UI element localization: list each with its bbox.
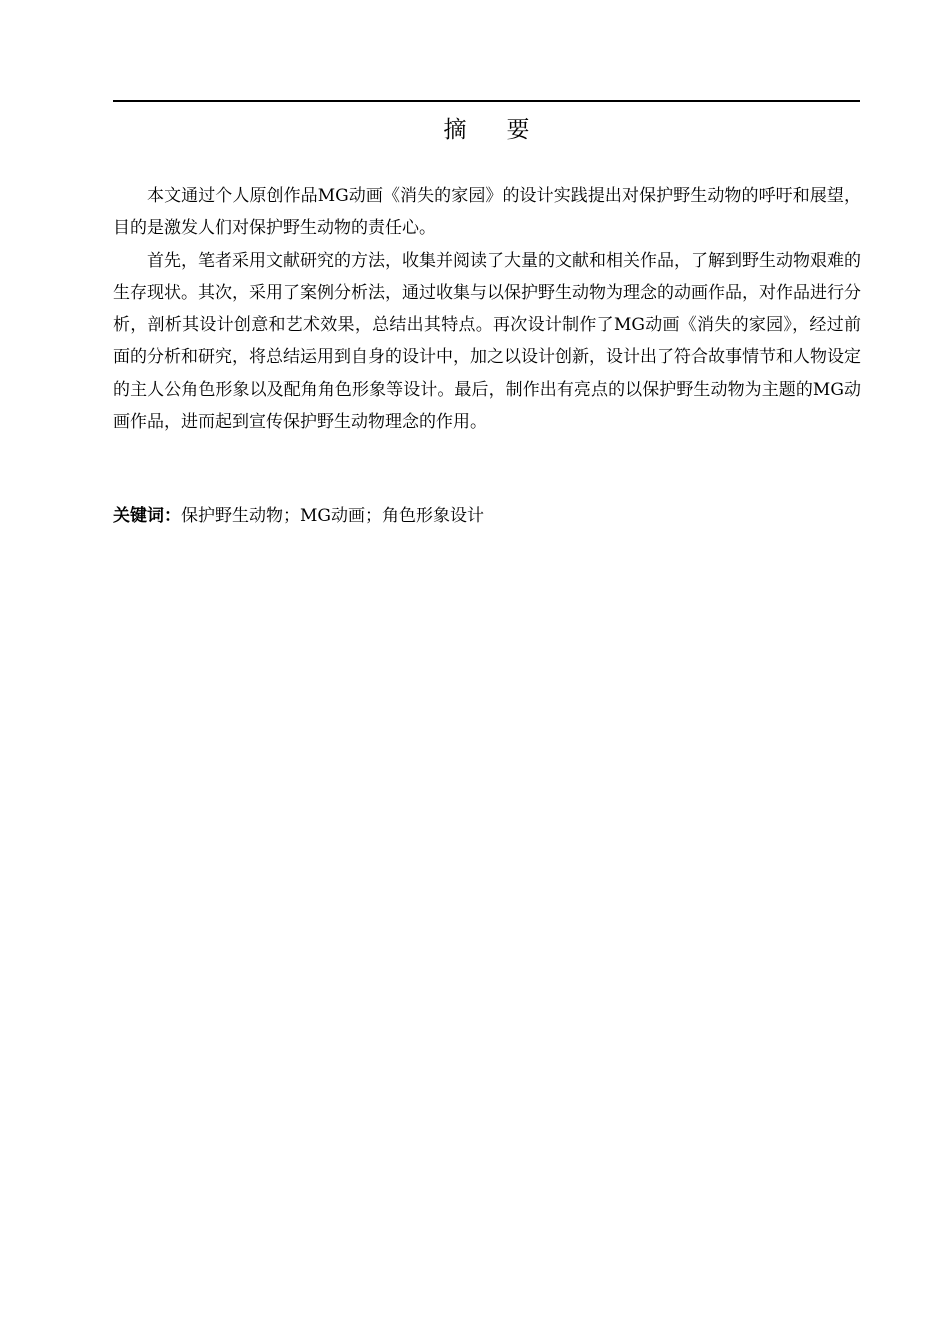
abstract-title-char-1: 摘: [443, 117, 467, 143]
abstract-body: [113, 180, 861, 438]
abstract-paragraph-2: 首先，笔者采用文献研究的方法，收集并阅读了大量的文献和相关作品，了解到野生动物艰难的生存现状。其次，采用了案例分析法，通过收集与以保护野生动物为理念的动画作品，对作品进行分析，剖析其设计创意和艺术效果，总结出其特点。再次设计制作了MG动画《消失的家园》，经过前面的分析和研究，将总结运用到自身的设计中，加之以设计创新，设计出了符合故事情节和人物设定的主人公角色形象以及配角角色形象等设计。最后，制作出有亮点的以保护野生动物为主题的MG动画作品，进而起到宣传保护野生动物理念的作用。: [113, 250, 861, 433]
abstract-paragraph-1: 本文通过个人原创作品MG动画《消失的家园》的设计实践提出对保护野生动物的呼吁和展望，目的是激发人们对保护野生动物的责任心。: [113, 186, 861, 239]
header-rule: [113, 100, 860, 102]
abstract-title-char-2: 要: [506, 117, 530, 143]
keywords-line: [113, 500, 861, 532]
abstract-title: [113, 112, 860, 148]
keywords-text: 保护野生动物；MG动画；角色形象设计: [181, 506, 484, 526]
keywords-label: 关键词：: [113, 506, 181, 526]
